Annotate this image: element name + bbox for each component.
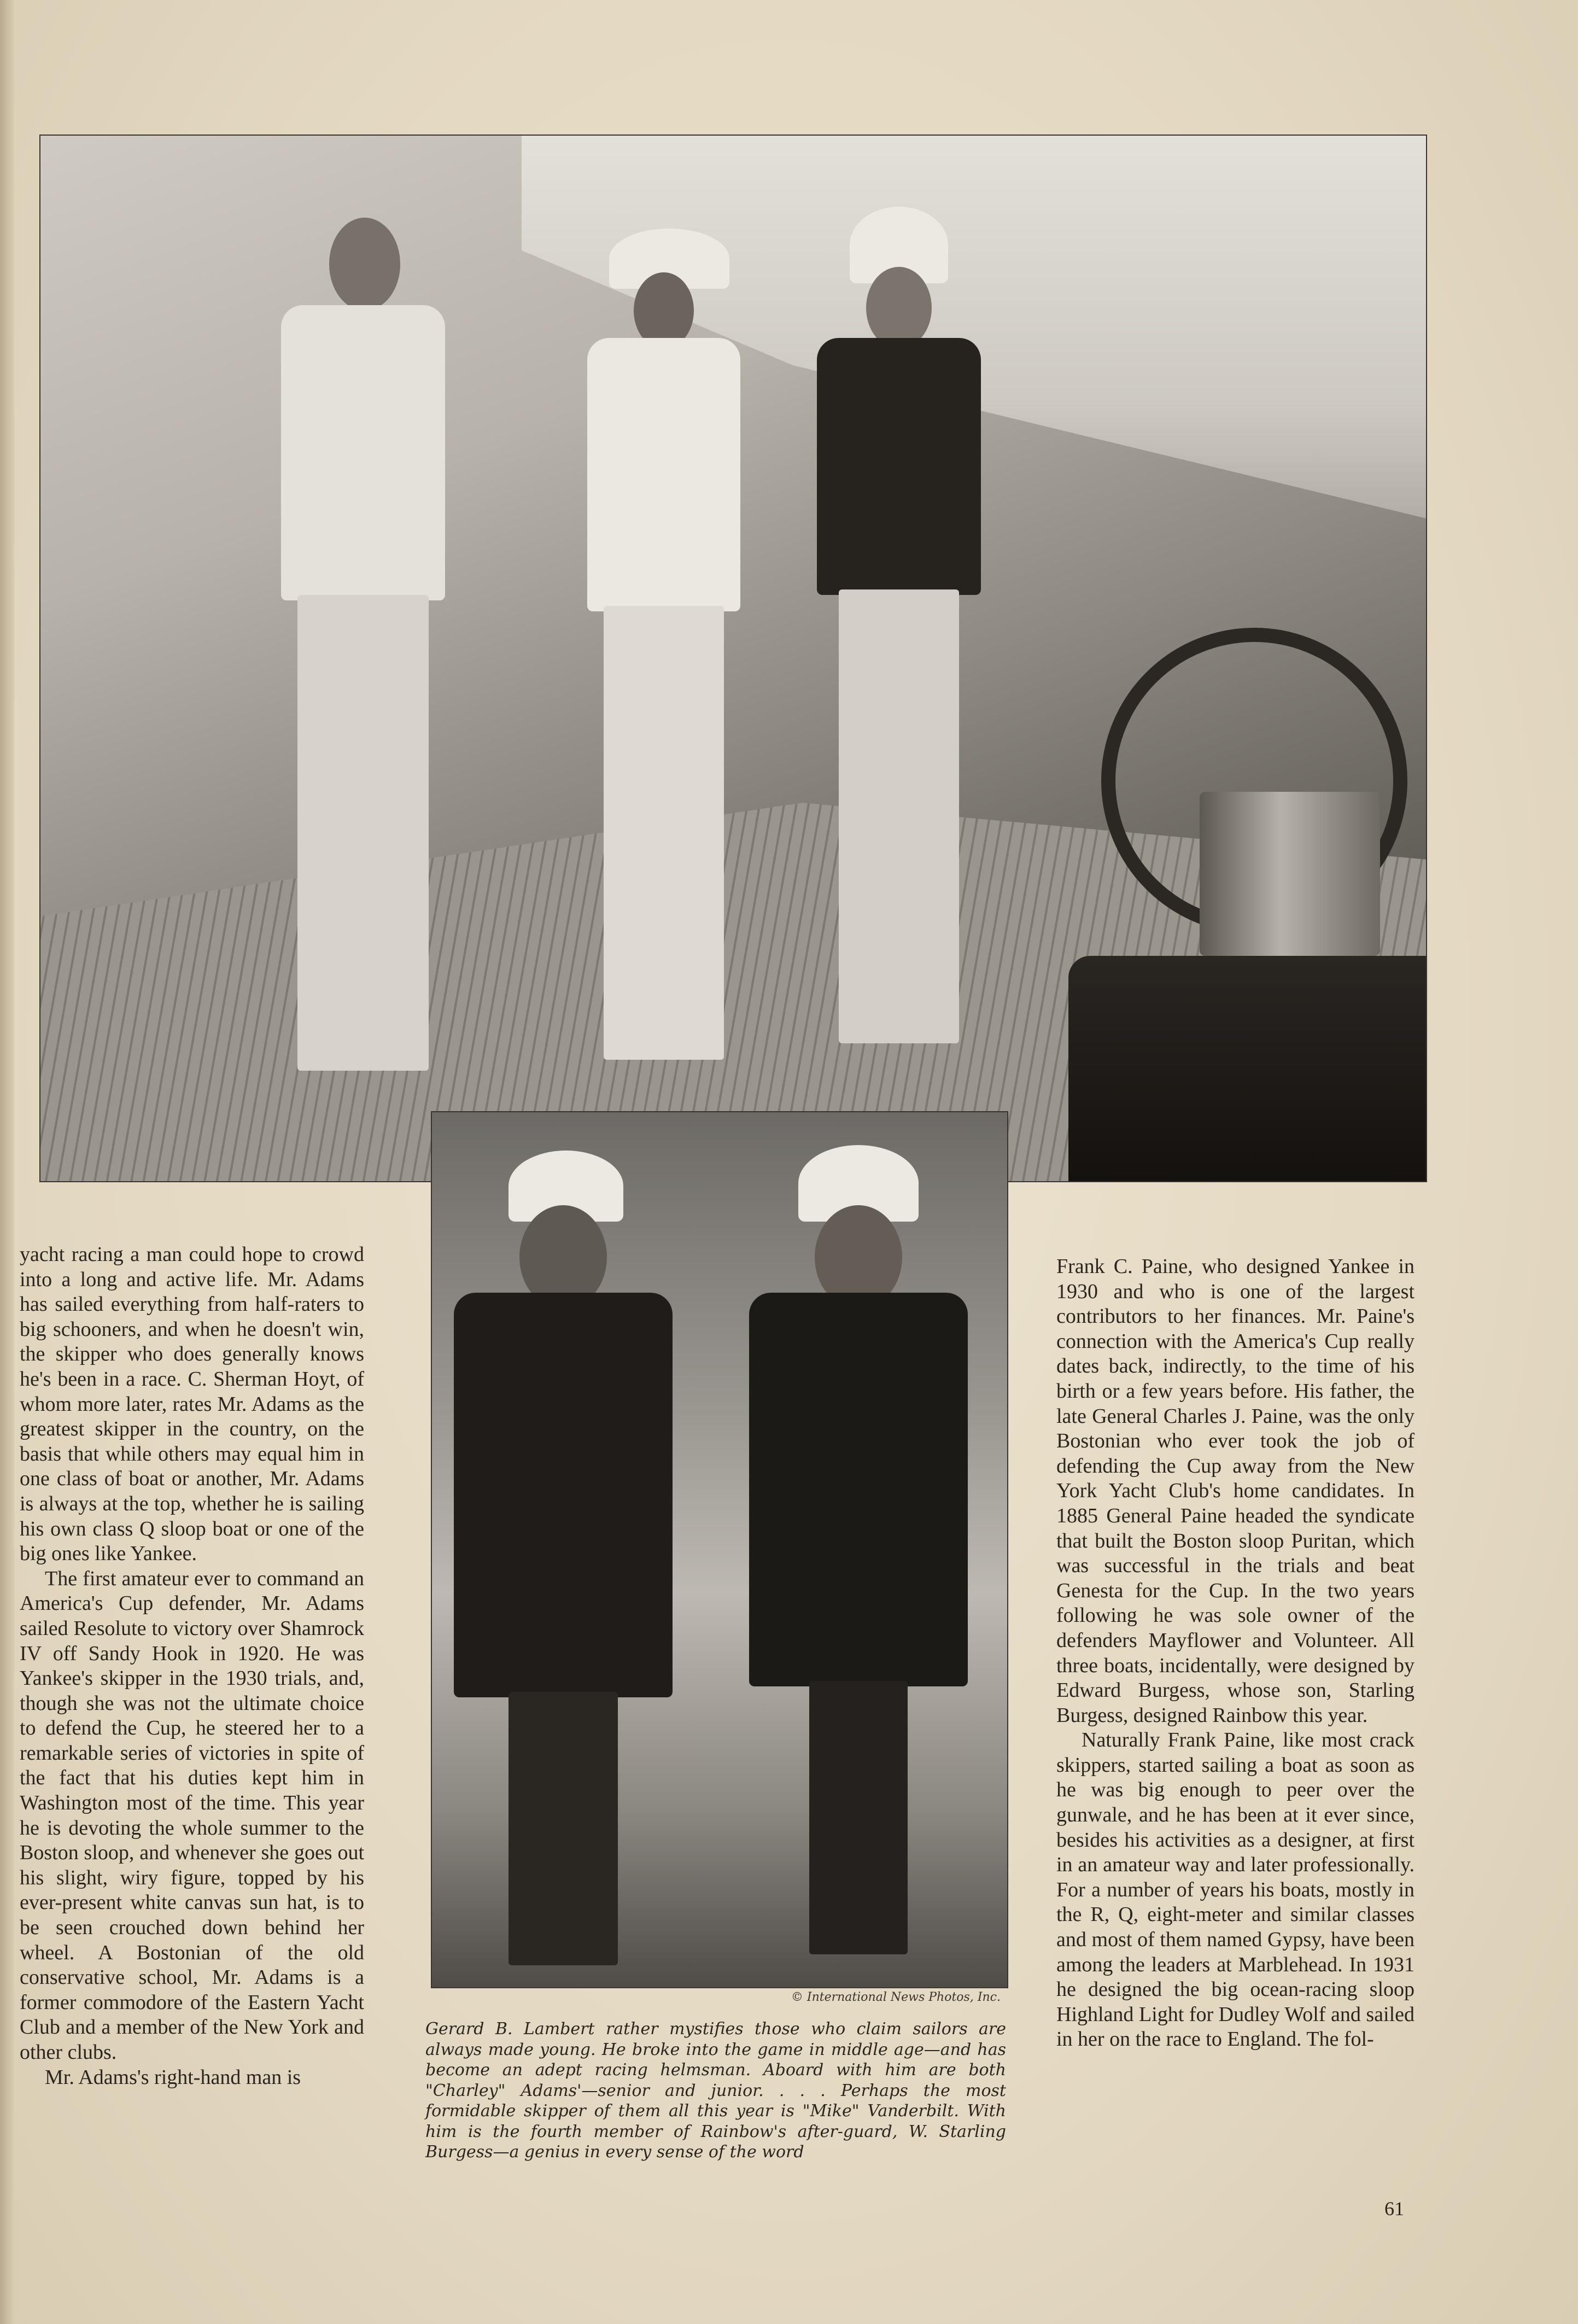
binding-edge — [0, 0, 14, 2324]
page-number: 61 — [1384, 2198, 1404, 2220]
figure-man-left — [281, 218, 445, 1071]
photo-two-men-in-hats — [431, 1111, 1008, 1988]
figure-man-right-dark-coat — [749, 1145, 968, 1954]
binnacle — [1200, 792, 1380, 956]
right-paragraph-2: Naturally Frank Paine, like most crack skippers, started sailing a boat as soon as he was big enough to peer over the gunwale, and he has been at it ever since, besides his activities as a designer, at first in an amateur way and later professionally. For a number of years his boats, mostly in the R, Q, eight-meter and similar classes and most of them named Gypsy, have been among the leaders at Marblehead. In 1931 he designed the big ocean-racing sloop Highland Light for Dudley Wolf and sailed in her on the race to England. The fol- — [1056, 1729, 1415, 2051]
deck-rail — [1068, 956, 1426, 1181]
left-text-column — [20, 1242, 364, 2090]
photo-credit: © International News Photos, Inc. — [791, 1990, 1001, 2004]
right-text-column — [1056, 1254, 1415, 2052]
left-paragraph-2: The first amateur ever to command an America's Cup defender, Mr. Adams sailed Resolute to victory over Shamrock IV off Sandy Hook in 1920. He was Yankee's skipper in the 1930 trials, and, though she was not the ultimate choice to defend the Cup, he steered her to a remarkable series of victories in spite of the fact that his duties kept him in Washington most of the time. This year he is devoting the whole summer to the Boston sloop, and whenever she goes out his slight, wiry figure, topped by his ever-present white canvas sun hat, is to be seen crouched down behind her wheel. A Bostonian of the old conservative school, Mr. Adams is a former commodore of the Eastern Yacht Club and a member of the New York and other clubs. — [20, 1567, 364, 2064]
photo-caption: Gerard B. Lambert rather mystifies those who claim sailors are always made young. He broke into the game in middle age—and has become an adept racing helmsman. Aboard with him are both "Charley" Adams'—senior and junior. . . . Perhaps the most formidable skipper of them all this year is "Mike" Vanderbilt. With him is the fourth member of Rainbow's after-guard, W. Starling Burgess—a genius in every sense of the word — [425, 2019, 1006, 2162]
right-paragraph-1: Frank C. Paine, who designed Yankee in 1930 and who is one of the largest contributors to her finances. Mr. Paine's connection with the America's Cup really dates back, indirectly, to the time of his birth or a few years before. His father, the late General Charles J. Paine, was the only Bostonian who ever took the job of defending the Cup away from the New York Yacht Club's home candidates. In 1885 General Paine headed the syndicate that built the Boston sloop Puritan, which was successful in the trials and beat Genesta for the Cup. In the two years following he was sole owner of the defenders Mayflower and Volunteer. All three boats, incidentally, were designed by Edward Burgess, whose son, Starling Burgess, designed Rainbow this year. — [1056, 1255, 1415, 1727]
figure-man-center — [587, 229, 740, 1060]
photo-three-men-on-deck — [39, 135, 1427, 1182]
figure-man-left-dark-coat — [454, 1151, 673, 1971]
left-paragraph-3: Mr. Adams's right-hand man is — [45, 2065, 301, 2089]
figure-man-right — [817, 207, 981, 1043]
left-paragraph-1: yacht racing a man could hope to crowd into a long and active life. Mr. Adams has sailed everything from half-raters to big schooners, and when he doesn't win, the skipper who does generally knows he's been in a race. C. Sherman Hoyt, of whom more later, rates Mr. Adams as the greatest skipper in the country, on the basis that while others may equal him in one class of boat or another, Mr. Adams is always at the top, whether he is sailing his own class Q sloop boat or one of the big ones like Yankee. — [20, 1243, 364, 1566]
